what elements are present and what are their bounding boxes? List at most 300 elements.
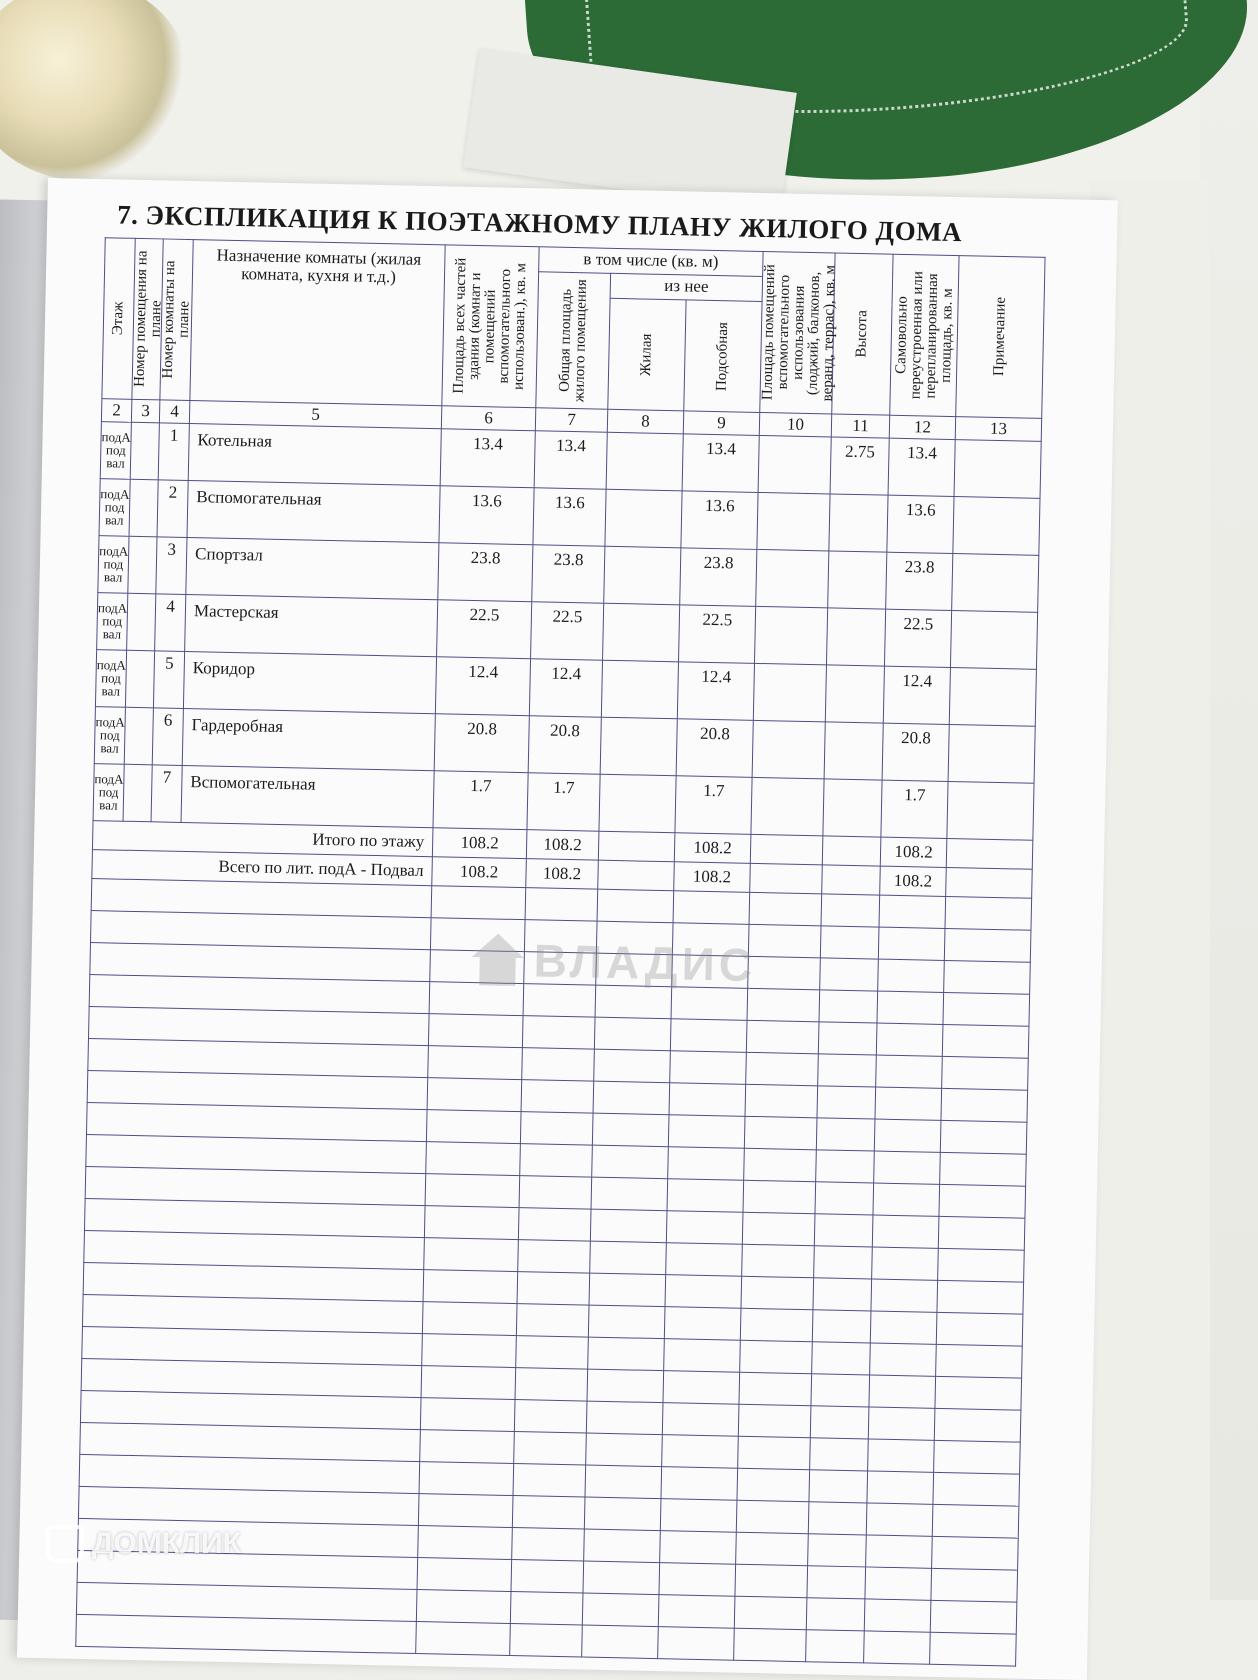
blank-cell	[424, 1238, 519, 1272]
blank-cell	[870, 1311, 937, 1344]
blank-cell	[661, 1467, 738, 1501]
blank-cell	[872, 1215, 939, 1248]
blank-cell	[873, 1183, 940, 1216]
blank-cell	[743, 1180, 816, 1214]
blank-cell	[426, 1110, 521, 1144]
blank-cell	[818, 1054, 877, 1087]
aux-use-area-cell	[751, 777, 824, 835]
general-area-cell: 108.2	[526, 859, 599, 890]
blank-cell	[819, 990, 878, 1023]
blank-cell	[589, 1273, 666, 1307]
blank-cell	[812, 1342, 871, 1375]
blank-cell	[807, 1566, 866, 1599]
height-cell	[828, 551, 887, 609]
blank-cell	[936, 1344, 1023, 1378]
blank-cell	[938, 1248, 1025, 1282]
general-area-cell: 23.8	[532, 545, 605, 603]
total-area-cell: 13.6	[439, 486, 534, 545]
blank-cell	[875, 1087, 942, 1120]
premise-number-cell	[129, 479, 158, 537]
blank-cell	[741, 1276, 814, 1310]
premise-number-cell	[125, 650, 154, 708]
blank-cell	[818, 1022, 877, 1055]
aux-use-area-cell	[755, 606, 828, 664]
blank-cell	[736, 1500, 809, 1534]
living-area-cell	[604, 546, 681, 605]
height-cell	[825, 665, 884, 723]
auxiliary-area-cell: 23.8	[680, 548, 757, 607]
blank-cell	[518, 1208, 591, 1242]
blank-cell	[744, 1116, 817, 1150]
note-cell	[950, 611, 1037, 670]
blank-cell	[810, 1438, 869, 1471]
blank-cell	[427, 1078, 522, 1112]
blank-cell	[934, 1408, 1021, 1442]
blank-cell	[869, 1375, 936, 1408]
blank-cell	[662, 1403, 739, 1437]
blank-cell	[934, 1440, 1021, 1474]
blank-cell	[512, 1496, 585, 1530]
blank-cell	[864, 1631, 931, 1664]
total-label-cell: Всего по лит. подА - Подвал	[92, 850, 433, 886]
room-name-cell: Вспомогательная	[187, 481, 440, 543]
blank-cell	[815, 1182, 874, 1215]
living-area-cell	[600, 717, 677, 776]
blank-cell	[820, 926, 879, 959]
blank-cell	[744, 1148, 817, 1182]
blank-cell	[810, 1406, 869, 1439]
floor-cell: подА под вал	[98, 536, 129, 594]
blank-cell	[874, 1151, 941, 1184]
header-height: Высота	[832, 253, 893, 415]
column-number: 10	[759, 412, 831, 437]
domclick-logo-icon	[46, 1525, 84, 1563]
header-floor: Этаж	[102, 238, 135, 400]
self-rebuilt-area-cell: 22.5	[884, 609, 951, 667]
blank-cell	[747, 988, 820, 1022]
blank-cell	[671, 987, 748, 1021]
blank-cell	[594, 1017, 671, 1051]
aux-use-area-cell	[756, 549, 829, 607]
vladis-watermark	[471, 932, 756, 992]
blank-cell	[941, 1088, 1028, 1122]
blank-cell	[516, 1304, 589, 1338]
blank-cell	[660, 1499, 737, 1533]
blank-cell	[417, 1558, 512, 1592]
blank-cell	[816, 1118, 875, 1151]
column-number: 3	[131, 399, 159, 423]
blank-cell	[668, 1115, 745, 1149]
living-area-cell	[606, 432, 683, 491]
blank-cell	[521, 1080, 594, 1114]
blank-cell	[739, 1372, 812, 1406]
blank-cell	[658, 1627, 735, 1661]
height-cell	[823, 779, 882, 837]
blank-cell	[593, 1081, 670, 1115]
auxiliary-area-cell: 13.4	[682, 434, 759, 493]
vladis-watermark-text: ВЛАДИС	[533, 934, 757, 991]
blank-cell	[930, 1600, 1017, 1634]
blank-cell	[867, 1471, 934, 1504]
blank-cell	[748, 956, 821, 990]
total-area-cell: 108.2	[432, 828, 527, 859]
total-area-cell: 12.4	[435, 657, 530, 716]
blank-cell	[585, 1465, 662, 1499]
living-area-cell	[599, 774, 676, 833]
living-area-cell	[598, 831, 675, 862]
self-rebuilt-area-cell: 12.4	[883, 666, 950, 724]
header-room-purpose: Назначение комнаты (жилая комната, кухня и т.д.)	[190, 240, 445, 406]
total-label-cell: Итого по этажу	[92, 821, 433, 857]
blank-cell	[871, 1279, 938, 1312]
room-name-cell: Котельная	[188, 424, 441, 486]
floor-cell: подА под вал	[97, 593, 128, 651]
general-area-cell: 1.7	[527, 773, 600, 831]
auxiliary-area-cell: 108.2	[674, 833, 751, 864]
blank-cell	[660, 1531, 737, 1565]
room-name-cell: Коридор	[183, 651, 436, 713]
blank-cell	[418, 1494, 513, 1528]
blank-cell	[658, 1595, 735, 1629]
blank-cell	[590, 1209, 667, 1243]
blank-cell	[930, 1632, 1017, 1666]
floor-cell: подА под вал	[99, 479, 130, 537]
blank-cell	[670, 1019, 747, 1053]
general-area-cell: 13.4	[534, 431, 607, 489]
blank-cell	[663, 1371, 740, 1405]
header-auxiliary: Подсобная	[684, 300, 762, 413]
aux-use-area-cell	[752, 720, 825, 778]
blank-cell	[597, 889, 674, 923]
general-area-cell: 12.4	[529, 659, 602, 717]
blank-cell	[866, 1503, 933, 1536]
blank-cell	[582, 1593, 659, 1627]
header-room-number: Номер комнаты на плане	[160, 239, 193, 401]
blank-cell	[525, 888, 598, 922]
blank-cell	[665, 1275, 742, 1309]
header-aux-use-area: Площадь помещений вспомогательного использования (лоджий, балконов, веранд, террас), кв. м	[760, 251, 835, 413]
blank-cell	[423, 1270, 518, 1304]
blank-cell	[668, 1147, 745, 1181]
blank-cell	[664, 1307, 741, 1341]
auxiliary-area-cell: 1.7	[675, 776, 752, 835]
floor-cell: подА под вал	[95, 650, 126, 708]
blank-cell	[662, 1435, 739, 1469]
blank-cell	[738, 1404, 811, 1438]
blank-cell	[868, 1439, 935, 1472]
blank-cell	[422, 1334, 517, 1368]
blank-cell	[933, 1472, 1020, 1506]
blank-cell	[742, 1212, 815, 1246]
note-cell	[953, 497, 1040, 556]
header-of-which: из нее	[610, 273, 763, 301]
blank-cell	[666, 1243, 743, 1277]
blank-cell	[670, 1051, 747, 1085]
blank-cell	[872, 1247, 939, 1280]
blank-cell	[937, 1280, 1024, 1314]
blank-cell	[736, 1532, 809, 1566]
floor-cell: подА под вал	[93, 764, 124, 822]
blank-cell	[669, 1083, 746, 1117]
header-premise-number: Номер помещения на плане	[132, 238, 163, 400]
blank-cell	[936, 1312, 1023, 1346]
aux-use-area-cell	[758, 435, 831, 493]
blank-cell	[584, 1529, 661, 1563]
self-rebuilt-area-cell: 23.8	[886, 552, 953, 610]
blank-cell	[425, 1174, 520, 1208]
blank-cell	[821, 894, 880, 927]
blank-cell	[418, 1526, 513, 1560]
blank-cell	[522, 1016, 595, 1050]
total-area-cell: 23.8	[438, 543, 533, 602]
living-area-cell	[601, 660, 678, 719]
blank-cell	[814, 1246, 873, 1279]
column-number: 9	[683, 411, 759, 436]
room-name-cell: Вспомогательная	[181, 765, 434, 827]
blank-cell	[510, 1623, 583, 1657]
blank-cell	[673, 891, 750, 925]
blank-cell	[584, 1497, 661, 1531]
blank-cell	[518, 1240, 591, 1274]
blank-cell	[932, 1536, 1019, 1570]
header-including: в том числе (кв. м)	[539, 247, 764, 277]
blank-cell	[428, 1014, 523, 1048]
blank-cell	[667, 1179, 744, 1213]
blank-cell	[870, 1343, 937, 1376]
blank-cell	[587, 1369, 664, 1403]
header-general-area: Общая площадь жилого помещения	[536, 272, 611, 409]
height-cell	[827, 608, 886, 666]
blank-cell	[523, 984, 596, 1018]
blank-cell	[864, 1599, 931, 1632]
blank-cell	[520, 1112, 593, 1146]
floor-cell: подА под вал	[94, 707, 125, 765]
height-cell	[822, 865, 881, 895]
blank-cell	[516, 1336, 589, 1370]
note-cell	[948, 724, 1035, 783]
blank-cell	[588, 1305, 665, 1339]
column-number: 8	[607, 409, 683, 434]
total-area-cell: 22.5	[437, 600, 532, 659]
blank-cell	[808, 1502, 867, 1535]
blank-cell	[510, 1592, 583, 1626]
blank-cell	[515, 1368, 588, 1402]
auxiliary-area-cell: 22.5	[679, 605, 756, 664]
blank-cell	[811, 1374, 870, 1407]
blank-cell	[426, 1142, 521, 1176]
blank-cell	[586, 1401, 663, 1435]
aux-use-area-cell	[757, 492, 830, 550]
room-name-cell: Гардеробная	[182, 708, 435, 770]
blank-cell	[748, 924, 821, 958]
blank-cell	[737, 1468, 810, 1502]
blank-cell	[944, 960, 1031, 994]
premise-number-cell	[128, 536, 157, 594]
living-area-cell	[603, 603, 680, 662]
total-area-cell: 20.8	[434, 714, 529, 773]
blank-cell	[520, 1144, 593, 1178]
blank-cell	[740, 1308, 813, 1342]
auxiliary-area-cell: 13.6	[681, 491, 758, 550]
blank-cell	[878, 927, 945, 960]
blank-cell	[522, 1048, 595, 1082]
room-number-cell: 7	[151, 765, 182, 823]
column-number: 13	[955, 417, 1041, 442]
blank-cell	[746, 1052, 819, 1086]
blank-cell	[806, 1598, 865, 1631]
blank-cell	[942, 1024, 1029, 1058]
blank-cell	[416, 1590, 511, 1624]
note-cell	[946, 867, 1033, 898]
blank-cell	[944, 928, 1031, 962]
document-title: 7. ЭКСПЛИКАЦИЯ К ПОЭТАЖНОМУ ПЛАНУ ЖИЛОГО ДОМА	[116, 199, 963, 248]
auxiliary-area-cell: 20.8	[676, 719, 753, 778]
blank-cell	[591, 1177, 668, 1211]
blank-cell	[817, 1086, 876, 1119]
column-number: 5	[189, 401, 441, 429]
blank-cell	[938, 1216, 1025, 1250]
blank-cell	[514, 1400, 587, 1434]
blank-cell	[742, 1244, 815, 1278]
premise-number-cell	[127, 593, 156, 651]
data-rows	[93, 422, 1041, 841]
blank-cell	[820, 958, 879, 991]
room-number-cell: 4	[155, 594, 186, 652]
domclick-watermark-text: ДОМКЛИК	[92, 1527, 241, 1560]
room-name-cell: Мастерская	[185, 594, 438, 656]
blank-cell	[583, 1561, 660, 1595]
self-rebuilt-area-cell: 108.2	[880, 866, 947, 896]
self-rebuilt-area-cell: 20.8	[882, 723, 949, 781]
column-number: 2	[101, 399, 131, 423]
blank-cell	[812, 1310, 871, 1343]
blank-cell	[942, 1056, 1029, 1090]
blank-cell	[816, 1150, 875, 1183]
living-area-cell	[605, 489, 682, 548]
blank-cell	[935, 1376, 1022, 1410]
blank-cell	[940, 1152, 1027, 1186]
blank-cell	[876, 1055, 943, 1088]
note-cell	[954, 440, 1041, 499]
domclick-watermark	[46, 1525, 241, 1563]
auxiliary-area-cell: 108.2	[674, 862, 751, 893]
self-rebuilt-area-cell: 108.2	[880, 837, 947, 867]
blank-cell	[428, 1046, 523, 1080]
room-number-cell: 2	[157, 480, 188, 538]
self-rebuilt-area-cell: 13.4	[888, 438, 955, 496]
column-number: 7	[535, 408, 607, 433]
blank-cell	[945, 896, 1032, 930]
floor-cell: подА под вал	[100, 422, 131, 480]
blank-cell	[931, 1568, 1018, 1602]
header-note: Примечание	[956, 256, 1045, 419]
blank-cell	[595, 985, 672, 1019]
general-area-cell: 22.5	[531, 602, 604, 660]
general-area-cell: 13.6	[533, 488, 606, 546]
total-area-cell: 1.7	[433, 771, 528, 830]
total-area-cell: 13.4	[440, 429, 535, 488]
blank-cell	[746, 1020, 819, 1054]
blank-cell	[586, 1433, 663, 1467]
height-cell	[824, 722, 883, 780]
header-total-area: Площадь всех частей здания (комнат и помещений вспомогательного использован.), кв. м	[442, 245, 539, 408]
blank-cell	[740, 1340, 813, 1374]
room-name-cell: Спортзал	[186, 537, 439, 599]
blank-cell	[814, 1214, 873, 1247]
header-living: Жилая	[608, 298, 686, 411]
blank-cell	[664, 1339, 741, 1373]
blank-cell	[808, 1534, 867, 1567]
blank-cell	[513, 1464, 586, 1498]
blank-cell	[511, 1560, 584, 1594]
blank-cell	[594, 1049, 671, 1083]
column-number: 6	[441, 406, 535, 431]
blank-cell	[592, 1113, 669, 1147]
room-number-cell: 5	[153, 651, 184, 709]
blank-cell	[666, 1211, 743, 1245]
blank-cell	[512, 1528, 585, 1562]
general-area-cell: 20.8	[528, 716, 601, 774]
blank-cell	[932, 1504, 1019, 1538]
blank-cell	[874, 1119, 941, 1152]
blank-cell	[659, 1563, 736, 1597]
auxiliary-area-cell: 12.4	[677, 662, 754, 721]
aux-use-area-cell	[750, 834, 823, 865]
room-number-cell: 3	[156, 537, 187, 595]
blank-cell	[939, 1184, 1026, 1218]
note-cell	[952, 554, 1039, 613]
blank-cell	[813, 1278, 872, 1311]
note-cell	[949, 668, 1036, 727]
self-rebuilt-area-cell: 1.7	[881, 780, 948, 838]
blank-cell	[738, 1436, 811, 1470]
height-cell	[822, 836, 881, 866]
blank-cell	[420, 1430, 515, 1464]
blank-cell	[422, 1302, 517, 1336]
blank-cell	[588, 1337, 665, 1371]
aux-use-area-cell	[750, 863, 823, 894]
total-area-cell: 108.2	[432, 857, 527, 888]
blank-cell	[421, 1366, 516, 1400]
room-number-cell: 6	[152, 708, 183, 766]
note-cell	[946, 838, 1033, 869]
blank-cell	[943, 992, 1030, 1026]
blank-cell	[877, 991, 944, 1024]
blank-cell	[806, 1630, 865, 1663]
column-number: 12	[889, 415, 955, 439]
general-area-cell: 108.2	[526, 830, 599, 861]
blank-cell	[590, 1241, 667, 1275]
blank-cell	[76, 1614, 417, 1653]
blank-cell	[431, 886, 526, 920]
column-number: 4	[159, 400, 189, 424]
blank-cell	[582, 1625, 659, 1659]
blank-cell	[420, 1398, 515, 1432]
blank-cell	[517, 1272, 590, 1306]
blank-cell	[940, 1120, 1027, 1154]
blank-cell	[419, 1462, 514, 1496]
height-cell	[829, 494, 888, 552]
note-cell	[947, 781, 1034, 840]
header-self-rebuilt-area: Самовольно переустроенная или перепланированная площадь, кв. м	[890, 254, 959, 416]
blank-cell	[868, 1407, 935, 1440]
blank-cell	[424, 1206, 519, 1240]
aux-use-area-cell	[753, 663, 826, 721]
room-number-cell: 1	[158, 423, 189, 481]
blank-cell	[876, 1023, 943, 1056]
blank-cell	[416, 1622, 511, 1656]
living-area-cell	[598, 860, 675, 891]
